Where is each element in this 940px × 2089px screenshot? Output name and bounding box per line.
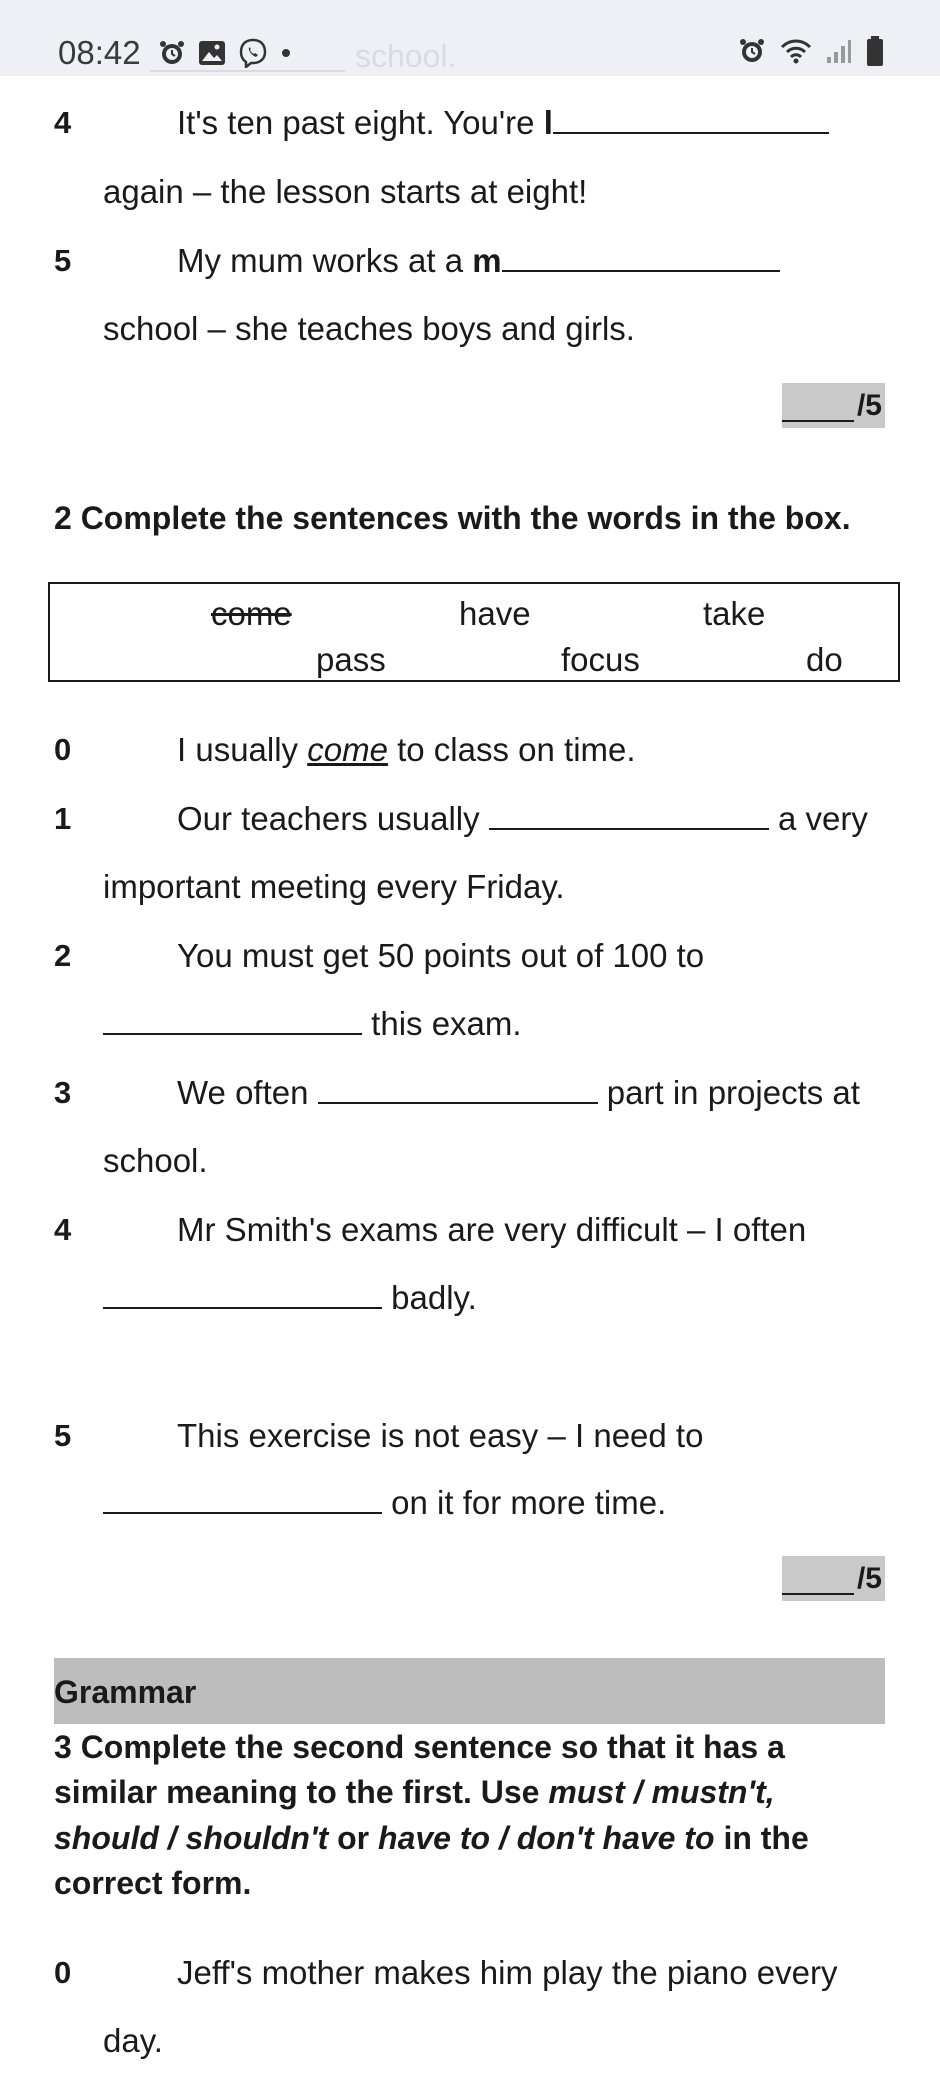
question-text: You must get 50 points out of 100 to xyxy=(177,937,705,974)
question-text: We often part in projects at xyxy=(177,1074,860,1111)
question-continuation: day. xyxy=(103,2022,163,2059)
word-item: come xyxy=(211,595,292,632)
dot-icon xyxy=(280,47,292,59)
question-text: Mr Smith's exams are very difficult – I often xyxy=(177,1211,807,1248)
alarm-icon xyxy=(158,39,186,67)
exercise-heading: 3 Complete the second sentence so that it has a similar meaning to the first. Use must / mustn't, should / shouldn't or have to / don't have to in the correct form. xyxy=(54,1729,809,1902)
answer-blank[interactable] xyxy=(103,1281,382,1309)
notification-icons xyxy=(158,38,292,68)
question-text: It's ten past eight. You're l xyxy=(177,106,829,139)
question-number: 4 xyxy=(54,1212,72,1247)
score-blank[interactable] xyxy=(782,1593,854,1595)
question-number: 5 xyxy=(54,1418,72,1453)
question-text: I usually come to class on time. xyxy=(177,731,636,768)
word-item: have xyxy=(459,595,531,632)
score-blank[interactable] xyxy=(782,420,854,422)
question-text: Jeff's mother makes him play the piano every xyxy=(177,1954,838,1991)
answer-blank[interactable] xyxy=(489,802,769,830)
alarm-icon xyxy=(738,37,766,65)
score-box: /5 xyxy=(782,383,885,428)
example-answer: come xyxy=(307,731,388,768)
status-time: 08:42 xyxy=(58,34,141,71)
system-icons xyxy=(738,36,884,66)
question-number: 1 xyxy=(54,801,72,836)
question-continuation: school. xyxy=(103,1142,208,1179)
answer-blank[interactable] xyxy=(103,1486,382,1514)
question-number: 0 xyxy=(54,732,72,767)
battery-icon xyxy=(866,36,884,66)
question-text: This exercise is not easy – I need to xyxy=(177,1417,704,1454)
question-continuation: school – she teaches boys and girls. xyxy=(103,310,635,347)
signal-icon xyxy=(826,39,852,63)
word-item: pass xyxy=(316,641,386,678)
answer-blank[interactable] xyxy=(318,1076,598,1104)
question-text: My mum works at a m xyxy=(177,244,780,277)
ghost-underline xyxy=(150,70,345,72)
viber-icon xyxy=(238,38,268,68)
question-number: 5 xyxy=(54,243,72,278)
answer-blank[interactable] xyxy=(502,244,780,272)
question-continuation: badly. xyxy=(103,1281,477,1314)
status-bar xyxy=(0,0,940,76)
word-item: focus xyxy=(561,641,640,678)
grammar-section-header: Grammar xyxy=(54,1658,885,1724)
exercise-heading: 2 Complete the sentences with the words in the box. xyxy=(54,500,851,536)
question-number: 3 xyxy=(54,1075,72,1110)
question-text: Our teachers usually a very xyxy=(177,800,868,837)
question-continuation: this exam. xyxy=(103,1007,522,1040)
ghost-text: school. xyxy=(355,38,457,74)
word-box xyxy=(48,582,900,682)
question-continuation: on it for more time. xyxy=(103,1486,666,1519)
word-item: take xyxy=(703,595,766,632)
question-number: 4 xyxy=(54,105,72,140)
question-number: 2 xyxy=(54,938,72,973)
question-continuation: again – the lesson starts at eight! xyxy=(103,173,588,210)
wifi-icon xyxy=(780,38,812,64)
question-continuation: important meeting every Friday. xyxy=(103,868,565,905)
score-box: /5 xyxy=(782,1556,885,1601)
word-item: do xyxy=(806,641,843,678)
answer-blank[interactable] xyxy=(103,1007,362,1035)
gallery-icon xyxy=(198,40,226,66)
question-number: 0 xyxy=(54,1955,72,1990)
answer-blank[interactable] xyxy=(553,106,829,134)
